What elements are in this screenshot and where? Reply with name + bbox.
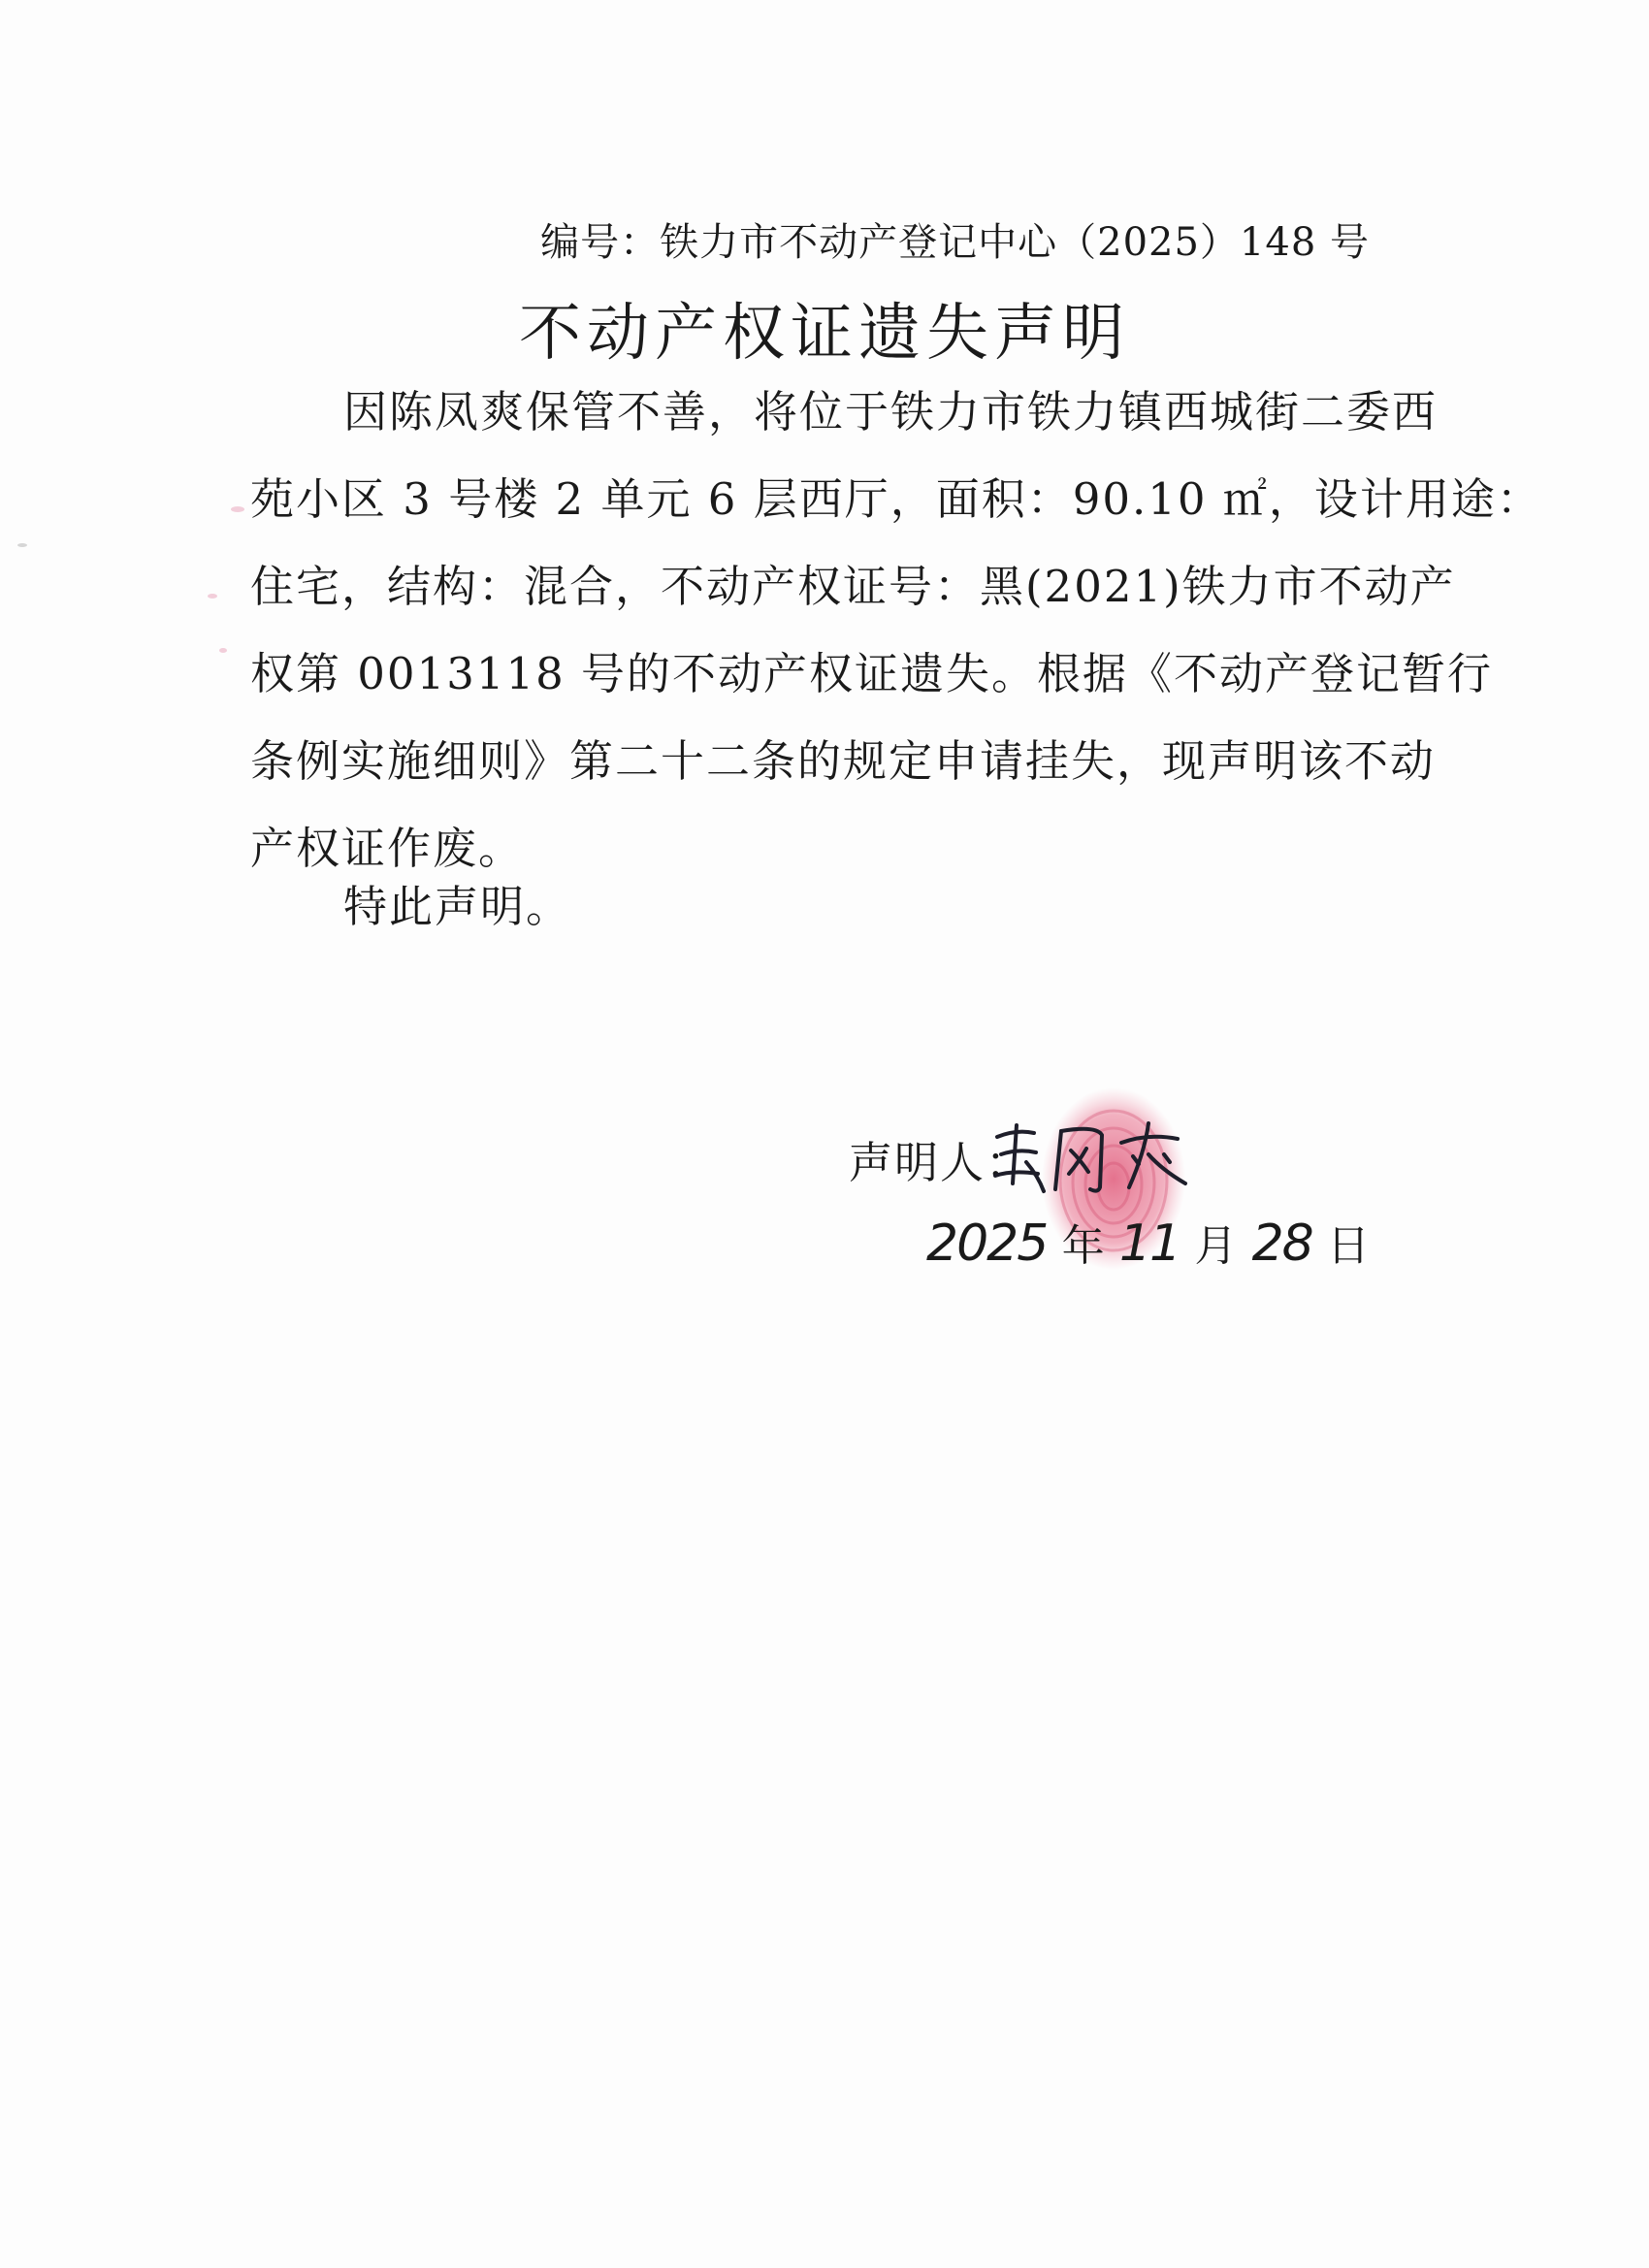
date-year-unit: 年 bbox=[1061, 1221, 1105, 1271]
body-line: 因陈凤爽保管不善，将位于铁力市铁力镇西城街二委西 bbox=[343, 386, 1439, 437]
body-line: 住宅，结构：混合，不动产权证号：黑(2021)铁力市不动产 bbox=[250, 561, 1456, 612]
date-day: 28 bbox=[1251, 1215, 1312, 1273]
body-line: 产权证作废。 bbox=[250, 823, 525, 874]
body-line: 苑小区 3 号楼 2 单元 6 层西厅，面积：90.10 ㎡，设计用途： bbox=[250, 473, 1542, 525]
scan-speck bbox=[208, 594, 217, 599]
date-month: 11 bbox=[1118, 1215, 1180, 1273]
declarant-label: 声明人： bbox=[849, 1137, 1032, 1188]
scan-speck bbox=[17, 543, 27, 547]
body-line: 权第 0013118 号的不动产权证遗失。根据《不动产登记暂行 bbox=[250, 648, 1494, 699]
scan-speck bbox=[219, 648, 227, 653]
date-day-unit: 日 bbox=[1327, 1221, 1371, 1271]
closing-statement: 特此声明。 bbox=[343, 881, 572, 932]
body-line: 条例实施细则》第二十二条的规定申请挂失，现声明该不动 bbox=[250, 735, 1437, 787]
date-month-unit: 月 bbox=[1194, 1221, 1238, 1271]
document-title: 不动产权证遗失声明 bbox=[519, 298, 1130, 370]
document-number: 编号：铁力市不动产登记中心（2025）148 号 bbox=[540, 220, 1370, 265]
date-year: 2025 bbox=[926, 1215, 1048, 1273]
scan-speck bbox=[231, 506, 244, 512]
declaration-body bbox=[250, 369, 1542, 892]
signature-date bbox=[926, 1211, 1370, 1273]
handwritten-signature bbox=[987, 1116, 1191, 1203]
